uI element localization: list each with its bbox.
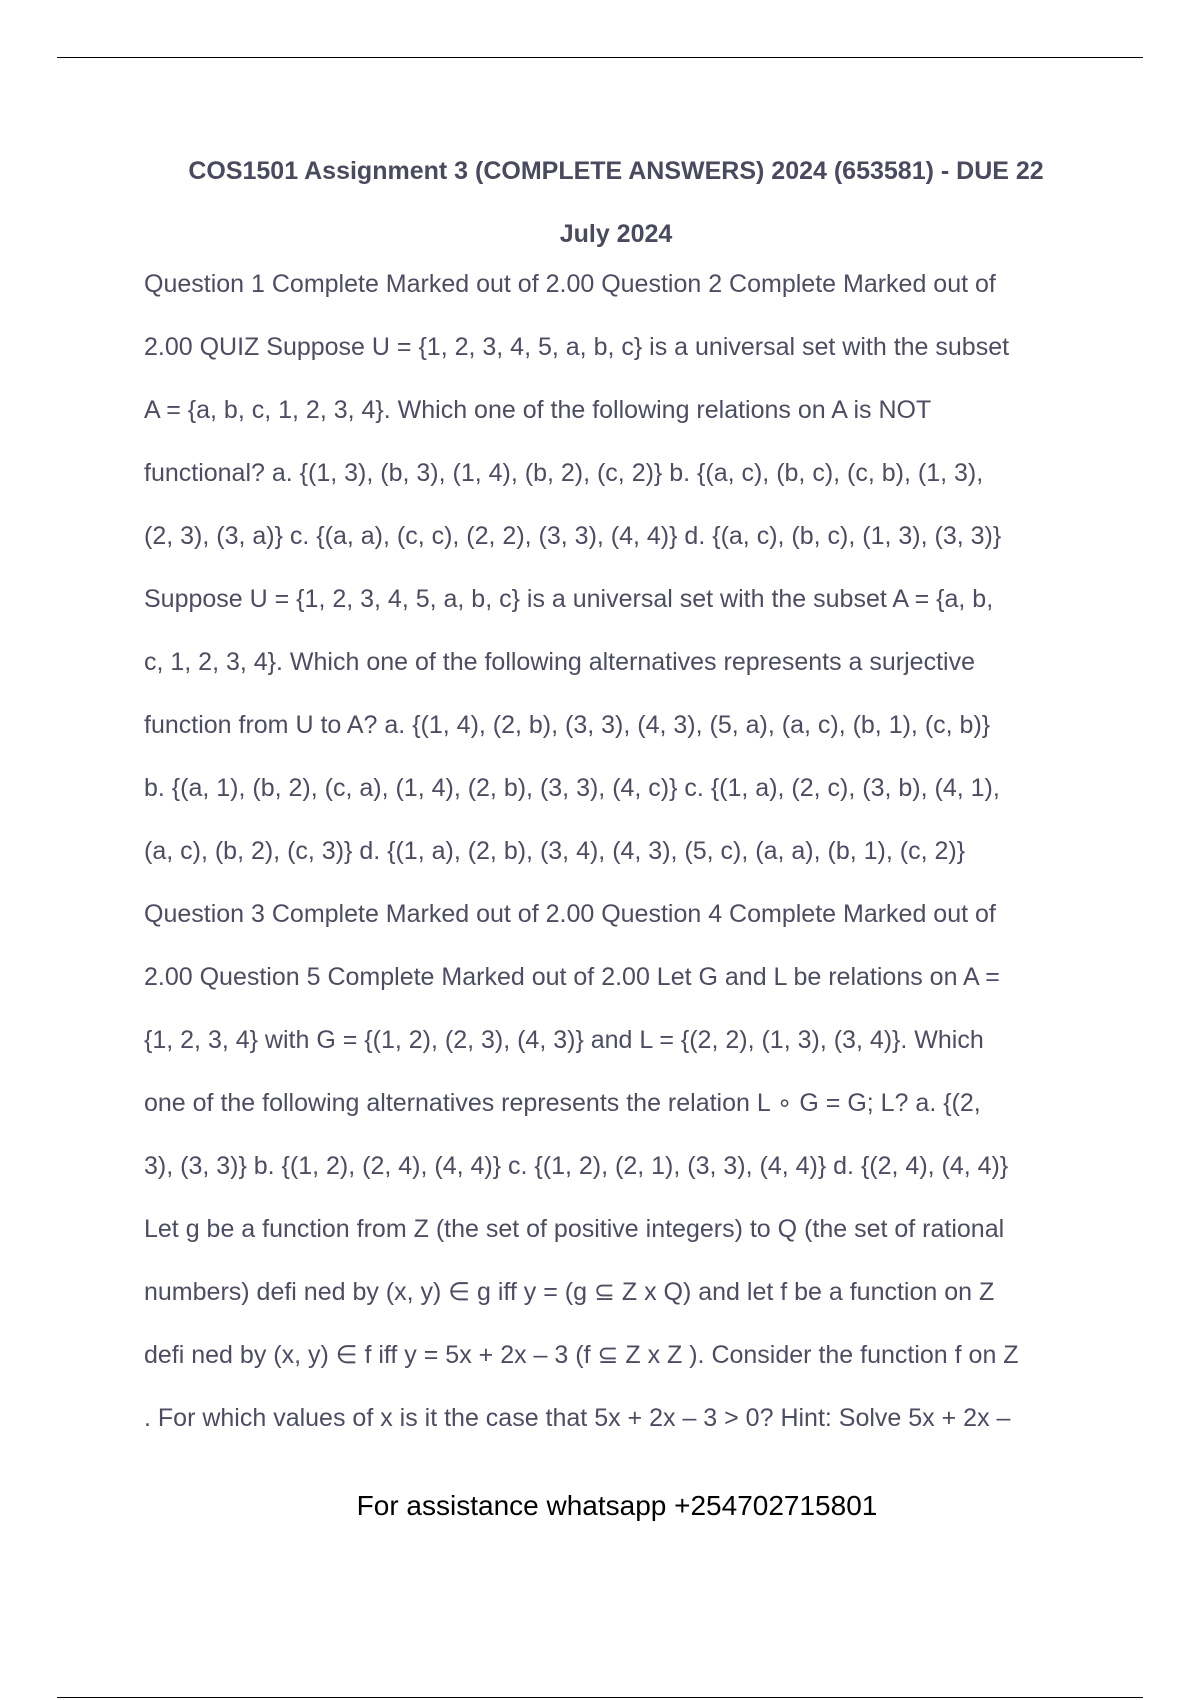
bottom-rule	[57, 1697, 1143, 1698]
document-body	[144, 253, 1104, 1450]
body-line: function from U to A? a. {(1, 4), (2, b), (3, 3), (4, 3), (5, a), (a, c), (b, 1), (c, b)}	[144, 711, 991, 739]
body-line: defi ned by (x, y) ∈ f iff y = 5x + 2x – 3 (f ⊆ Z x Z ). Consider the function f on Z	[144, 1341, 1019, 1369]
body-line: b. {(a, 1), (b, 2), (c, a), (1, 4), (2, b), (3, 3), (4, c)} c. {(1, a), (2, c), (3, b), (4, 1),	[144, 774, 1000, 802]
assistance-footer: For assistance whatsapp +254702715801	[356, 1490, 878, 1521]
body-line: numbers) defi ned by (x, y) ∈ g iff y = (g ⊆ Z x Q) and let f be a function on Z	[144, 1278, 995, 1306]
body-line: Question 3 Complete Marked out of 2.00 Question 4 Complete Marked out of	[144, 900, 996, 928]
title-line: COS1501 Assignment 3 (COMPLETE ANSWERS) 2024 (653581) - DUE 22	[188, 157, 1044, 185]
body-line: Let g be a function from Z (the set of positive integers) to Q (the set of rational	[144, 1215, 1005, 1243]
body-line: (2, 3), (3, a)} c. {(a, a), (c, c), (2, 2), (3, 3), (4, 4)} d. {(a, c), (b, c), (1, 3), (3, 3)}	[144, 522, 1002, 550]
body-line: Question 1 Complete Marked out of 2.00 Question 2 Complete Marked out of	[144, 270, 996, 298]
body-line: A = {a, b, c, 1, 2, 3, 4}. Which one of the following relations on A is NOT	[144, 396, 932, 424]
body-line: one of the following alternatives represents the relation L ∘ G = G; L? a. {(2,	[144, 1089, 981, 1117]
body-line: {1, 2, 3, 4} with G = {(1, 2), (2, 3), (4, 3)} and L = {(2, 2), (1, 3), (3, 4)}. Which	[144, 1026, 984, 1054]
title-line: July 2024	[559, 220, 673, 248]
document-title	[140, 140, 1092, 266]
body-line: (a, c), (b, 2), (c, 3)} d. {(1, a), (2, b), (3, 4), (4, 3), (5, c), (a, a), (b, 1), (c, 2)}	[144, 837, 966, 865]
body-line: c, 1, 2, 3, 4}. Which one of the following alternatives represents a surjective	[144, 648, 975, 676]
body-line: 3), (3, 3)} b. {(1, 2), (2, 4), (4, 4)} c. {(1, 2), (2, 1), (3, 3), (4, 4)} d. {(2, 4), (4, 4)}	[144, 1152, 1009, 1180]
body-line: functional? a. {(1, 3), (b, 3), (1, 4), (b, 2), (c, 2)} b. {(a, c), (b, c), (c, b), (1, 3),	[144, 459, 984, 487]
body-line: . For which values of x is it the case that 5x + 2x – 3 > 0? Hint: Solve 5x + 2x –	[144, 1404, 1011, 1432]
body-line: Suppose U = {1, 2, 3, 4, 5, a, b, c} is a universal set with the subset A = {a, b,	[144, 585, 994, 613]
top-rule	[57, 57, 1143, 58]
body-line: 2.00 QUIZ Suppose U = {1, 2, 3, 4, 5, a, b, c} is a universal set with the subset	[144, 333, 1010, 361]
body-line: 2.00 Question 5 Complete Marked out of 2.00 Let G and L be relations on A =	[144, 963, 1000, 991]
